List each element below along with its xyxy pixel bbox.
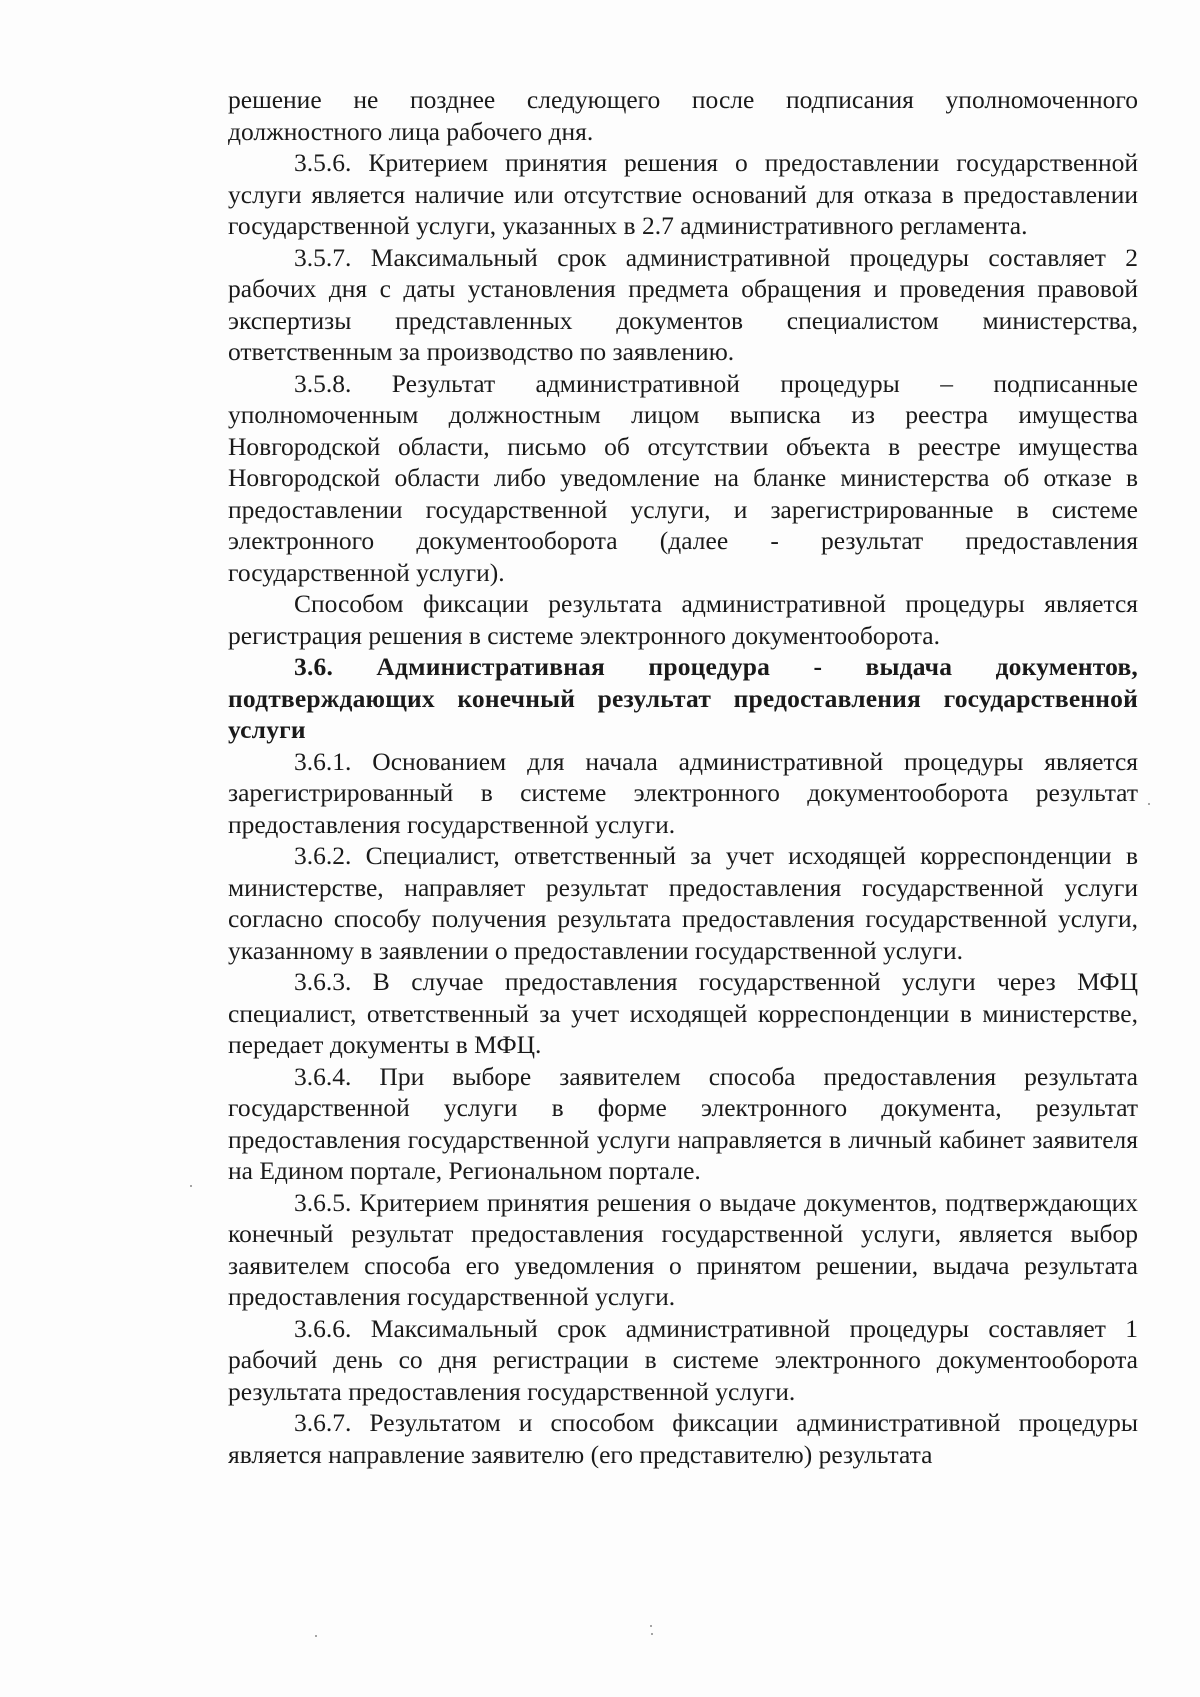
paragraph-continuation: решение не позднее следующего после подписания уполномоченного должностного лица рабочего дня. xyxy=(228,85,1138,146)
scan-speck xyxy=(1148,803,1150,805)
paragraph-3-6-1: 3.6.1. Основанием для начала административной процедуры является зарегистрированный в системе электронного документооборота результат предоставления государственной услуги. xyxy=(228,746,1138,839)
paragraph-fixation-method: Способом фиксации результата административной процедуры является регистрация решения в системе электронного документооборота. xyxy=(228,589,1138,650)
paragraph-3-6-2: 3.6.2. Специалист, ответственный за учет исходящей корреспонденции в министерстве, направляет результат предоставления государственной услуги согласно способу получения результата предоставления государственной услуги, указанному в заявлении о предоставлении государственной услуги. xyxy=(228,841,1138,965)
paragraph-3-6-5: 3.6.5. Критерием принятия решения о выдаче документов, подтверждающих конечный результат предоставления государственной услуги, является выбор заявителем способа его уведомления о принятом решении, выдача результата предоставления государственной услуги. xyxy=(228,1187,1138,1311)
scan-speck xyxy=(190,1185,192,1187)
paragraph-3-6-7: 3.6.7. Результатом и способом фиксации административной процедуры является направление заявителю (его представителю) результата xyxy=(228,1408,1138,1469)
paragraph-3-6-3: 3.6.3. В случае предоставления государственной услуги через МФЦ специалист, ответственный за учет исходящей корреспонденции в министерстве, передает документы в МФЦ. xyxy=(228,967,1138,1059)
paragraph-3-5-8: 3.5.8. Результат административной процедуры – подписанные уполномоченным должностным лицом выписка из реестра имущества Новгородской области, письмо об отсутствии объекта в реестре имущества Новгородской области либо уведомление на бланке министерства об отказе в предоставлении государственной услуги, и зарегистрированные в системе электронного документооборота (далее - результат предоставления государственной услуги). xyxy=(228,368,1138,587)
paragraph-3-5-6: 3.5.6. Критерием принятия решения о предоставлении государственной услуги является наличие или отсутствие оснований для отказа в предоставлении государственной услуги, указанных в 2.7 административного регламента. xyxy=(228,148,1138,240)
section-heading-3-6: 3.6. Административная процедура - выдача документов, подтверждающих конечный результат предоставления государственной услуги xyxy=(228,652,1138,744)
scan-speck xyxy=(315,1635,317,1637)
scan-speck xyxy=(650,1625,652,1627)
paragraph-3-6-6: 3.6.6. Максимальный срок административной процедуры составляет 1 рабочий день со дня регистрации в системе электронного документооборота результата предоставления государственной услуги. xyxy=(228,1313,1138,1406)
paragraph-3-6-4: 3.6.4. При выборе заявителем способа предоставления результата государственной услуги в форме электронного документа, результат предоставления государственной услуги направляется в личный кабинет заявителя на Едином портале, Региональном портале. xyxy=(228,1061,1138,1185)
document-body xyxy=(228,84,1138,1470)
scan-speck xyxy=(651,1633,653,1635)
paragraph-3-5-7: 3.5.7. Максимальный срок административной процедуры составляет 2 рабочих дня с даты установления предмета обращения и проведения правовой экспертизы представленных документов специалистом министерства, ответственным за производство по заявлению. xyxy=(228,242,1138,366)
